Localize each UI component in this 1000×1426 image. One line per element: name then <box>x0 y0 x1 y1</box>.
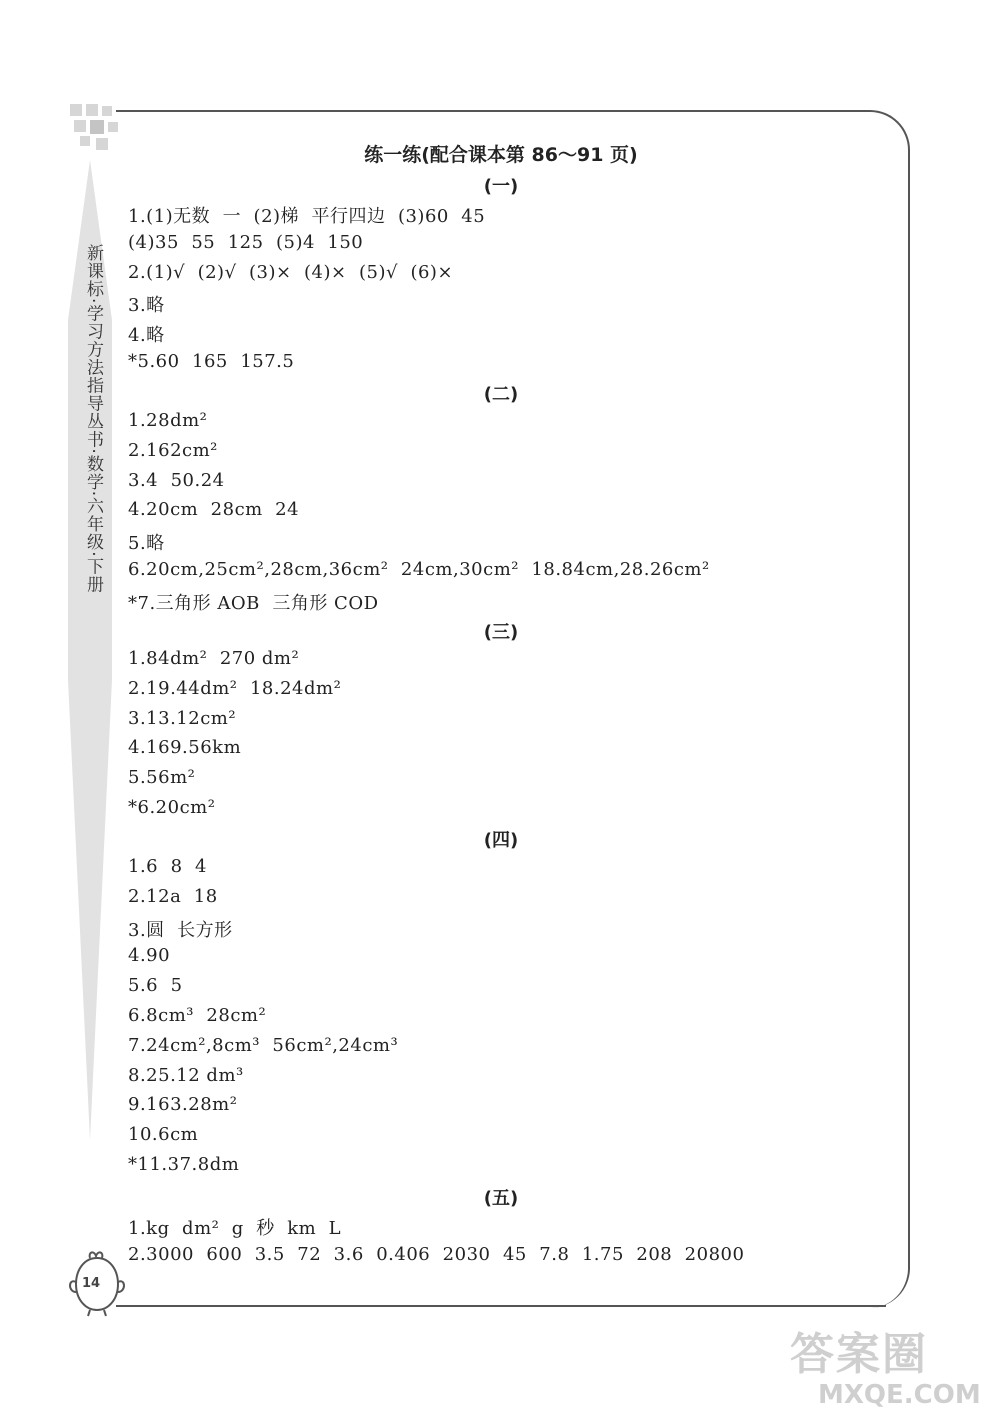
answer-line: 1.6 8 4 <box>128 856 207 877</box>
answer-line: 4.略 <box>128 325 165 347</box>
answer-line: 2.(1)√ (2)√ (3)× (4)× (5)√ (6)× <box>128 261 454 283</box>
section-heading: (一) <box>483 176 519 197</box>
answer-line: 4.90 <box>128 945 171 967</box>
section-heading: (四) <box>483 830 519 851</box>
answer-line: *5.60 165 157.5 <box>128 351 295 372</box>
answer-line: 9.163.28m² <box>128 1094 238 1116</box>
answer-line: 2.3000 600 3.5 72 3.6 0.406 2030 45 7.8 1.75 208 20800 <box>128 1243 745 1265</box>
answer-line: 3.略 <box>128 295 165 317</box>
answer-line: *11.37.8dm <box>128 1154 240 1175</box>
answer-line: 6.8cm³ 28cm² <box>128 1005 267 1026</box>
series-spine-text: 新课标·学习方法指导丛书·数学·六年级·下册 <box>83 244 103 594</box>
answer-line: 1.(1)无数 一 (2)梯 平行四边 (3)60 45 <box>128 206 486 227</box>
page-number: 14 <box>82 1276 101 1291</box>
answer-line: 5.6 5 <box>128 975 183 997</box>
answer-line: 1.84dm² 270 dm² <box>128 648 300 669</box>
answer-line: 3.圆 长方形 <box>128 919 233 941</box>
answer-line: 10.6cm <box>128 1124 199 1146</box>
answer-line: 4.20cm 28cm 24 <box>128 499 300 521</box>
page-frame-bottom <box>116 1305 886 1307</box>
answer-line: 8.25.12 dm³ <box>128 1064 244 1086</box>
answer-line: *7.三角形 AOB 三角形 COD <box>128 592 379 614</box>
answer-line: (4)35 55 125 (5)4 150 <box>128 231 364 253</box>
answer-line: 6.20cm,25cm²,28cm,36cm² 24cm,30cm² 18.84cm,28.26cm² <box>128 559 710 580</box>
answer-line: *6.20cm² <box>128 797 216 818</box>
watermark-domain: MXQE.COM <box>818 1380 981 1410</box>
answer-line: 2.12a 18 <box>128 885 218 907</box>
section-heading: (五) <box>483 1188 519 1209</box>
page-title: 练一练(配合课本第 86～91 页) <box>364 144 638 166</box>
section-heading: (二) <box>483 384 519 405</box>
answer-line: 5.56m² <box>128 767 196 789</box>
answer-line: 4.169.56km <box>128 737 242 759</box>
answer-line: 7.24cm²,8cm³ 56cm²,24cm³ <box>128 1034 399 1056</box>
answer-line: 1.28dm² <box>128 410 208 431</box>
watermark-chinese: 答案圈 <box>790 1329 928 1380</box>
answer-line: 3.13.12cm² <box>128 707 237 729</box>
decorative-squares <box>60 98 130 158</box>
section-heading: (三) <box>483 622 519 643</box>
answer-line: 3.4 50.24 <box>128 469 225 491</box>
answer-line: 5.略 <box>128 533 165 555</box>
watermark <box>790 1318 990 1418</box>
answer-line: 2.162cm² <box>128 439 218 461</box>
answer-line: 2.19.44dm² 18.24dm² <box>128 677 342 699</box>
answer-line: 1.kg dm² g 秒 km L <box>128 1218 342 1239</box>
